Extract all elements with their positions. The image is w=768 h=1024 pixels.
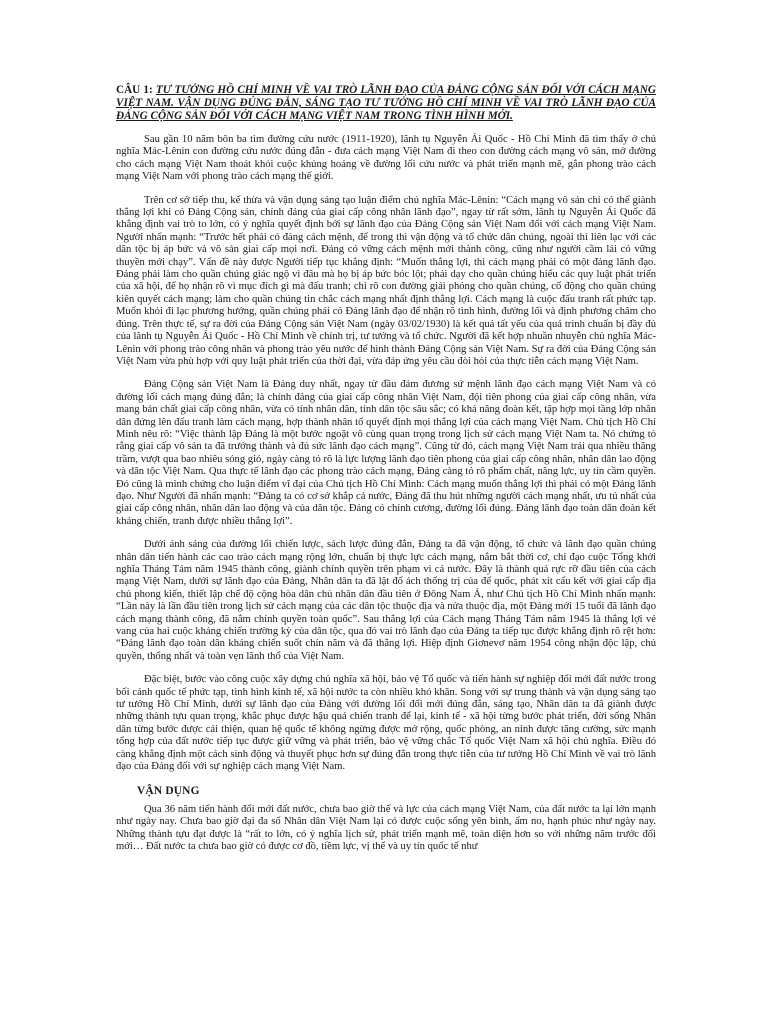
question-title-text: TƯ TƯỞNG HỒ CHÍ MINH VỀ VAI TRÒ LÃNH ĐẠO CỦA ĐẢNG CỘNG SẢN ĐỐI VỚI CÁCH MẠNG VIỆT NAM. VẬN DỤNG ĐÚNG ĐẮN, SÁNG TẠO TƯ TƯỞNG HỒ CHÍ MINH VỀ VAI TRÒ LÃNH ĐẠO CỦA ĐẢNG CỘNG SẢN ĐỐI VỚI CÁCH MẠNG VIỆT NAM TRONG TÌNH HÌNH MỚI. <box>116 84 656 122</box>
document-title <box>116 84 656 123</box>
paragraph-6: Qua 36 năm tiến hành đổi mới đất nước, chưa bao giờ thế và lực của cách mạng Việt Nam, của đất nước ta lại lớn mạnh như ngày nay. Chưa bao giờ đại đa số Nhân dân Việt Nam lại có được cuộc sống yên bình, ấm no, hạnh phúc như ngày nay. Những thành tựu đạt được là “rất to lớn, có ý nghĩa lịch sử, phát triển mạnh mẽ, toàn diện hơn so với những năm trước đổi mới… Đất nước ta chưa bao giờ có được cơ đồ, tiềm lực, vị thế và uy tín quốc tế như <box>116 803 656 853</box>
paragraph-3: Đảng Cộng sản Việt Nam là Đảng duy nhất, ngay từ đầu đảm đương sứ mệnh lãnh đạo cách mạng Việt Nam và có đường lối cách mạng đúng đắn; là chính đảng của giai cấp công nhân Việt Nam, đội tiên phong của giai cấp công nhân, vừa mang bản chất giai cấp công nhân, vừa có tính nhân dân, tính dân tộc sâu sắc; có khả năng đoàn kết, tập hợp mọi tầng lớp nhân dân đứng lên đấu tranh làm cách mạng, hợp thành nhân tố quyết định mọi thắng lợi của cách mạng Việt Nam. Chủ tịch Hồ Chí Minh nêu rõ: “Việc thành lập Đảng là một bước ngoặt vô cùng quan trọng trong lịch sử cách mạng Việt Nam ta. Nó chứng tỏ rằng giai cấp vô sản ta đã trưởng thành và đủ sức lãnh đạo cách mạng”. Cũng từ đó, cách mạng Việt Nam trải qua nhiều thăng trầm, vượt qua bao nhiêu sóng gió, ngày càng tỏ rõ là lực lượng lãnh đạo tiên phong của giai cấp công nhân, nhân dân lao động và dân tộc Việt Nam. Qua thực tế lãnh đạo các phong trào cách mạng, Đảng càng tỏ rõ phẩm chất, năng lực, uy tín cầm quyền. Đó cũng là minh chứng cho luận điểm vĩ đại của Chủ tịch Hồ Chí Minh: Cách mạng muốn thắng lợi thì phải có một Đảng lãnh đạo. Như Người đã nhấn mạnh: “Đảng ta có cơ sở khắp cả nước, Đảng đã thu hút những người cách mạng nhất, ưu tú nhất của giai cấp công nhân, nhân dân lao động và của dân tộc. Đảng có chính cương, đường lối đúng. Đảng lãnh đạo toàn dân đoàn kết kháng chiến, tranh được nhiều thắng lợi”. <box>116 379 656 527</box>
paragraph-1: Sau gần 10 năm bôn ba tìm đường cứu nước (1911-1920), lãnh tụ Nguyễn Ái Quốc - Hồ Chí Minh đã tìm thấy ở chủ nghĩa Mác-Lênin con đường cứu nước đúng đắn - đưa cách mạng Việt Nam đi theo con đường cách mạng vô sản, mở đường cho cách mạng Việt Nam thoát khỏi cuộc khủng hoảng về đường lối cứu nước và phát triển mạnh mẽ, gắn phong trào cách mạng Việt Nam với phong trào cách mạng thế giới. <box>116 134 656 183</box>
section-heading-van-dung: VẬN DỤNG <box>137 784 200 797</box>
paragraph-5: Đặc biệt, bước vào công cuộc xây dựng chủ nghĩa xã hội, bảo vệ Tổ quốc và tiến hành sự nghiệp đổi mới đất nước trong bối cảnh quốc tế phức tạp, tình hình kinh tế, xã hội nước ta còn nhiều khó khăn. Song với sự trung thành và vận dụng sáng tạo tư tưởng Hồ Chí Minh, dưới sự lãnh đạo của Đảng với đường lối đổi mới đúng đắn, sáng tạo, Nhân dân ta đã giành được những thành tựu quan trọng, khắc phục được hậu quả chiến tranh để lại, kinh tế - xã hội từng bước phát triển, đời sống Nhân dân từng bước được cải thiện, quan hệ quốc tế không ngừng được mở rộng, quốc phòng, an ninh được tăng cường, sức mạnh tổng hợp của đất nước tiếp tục được giữ vững và phát triển, bảo vệ vững chắc Tổ quốc Việt Nam xã hội chủ nghĩa. Điều đó càng khẳng định một cách sinh động và thuyết phục hơn sự đúng đắn trong thực tiễn của tư tưởng Hồ Chí Minh về vai trò lãnh đạo của Đảng đối với sự nghiệp cách mạng Việt Nam. <box>116 674 656 773</box>
paragraph-4: Dưới ánh sáng của đường lối chiến lược, sách lược đúng đắn, Đảng ta đã vận động, tổ chức và lãnh đạo quần chúng nhân dân tiến hành các cao trào cách mạng rộng lớn, chuẩn bị thực lực cách mạng, nắm bắt thời cơ, chỉ đạo cuộc Tổng khởi nghĩa Tháng Tám năm 1945 thành công, giành chính quyền trên phạm vi cả nước. Đây là thành quả rực rỡ đầu tiên của cách mạng Việt Nam, dưới sự lãnh đạo của Đảng, Nhân dân ta đã lật đổ ách thống trị của đế quốc, phát xít cấu kết với giai cấp địa chủ phong kiến, thiết lập chế độ cộng hòa dân chủ nhân dân đầu tiên ở Đông Nam Á, như Chủ tịch Hồ Chí Minh nhấn mạnh: “Lần này là lần đầu tiên trong lịch sử cách mạng của các dân tộc thuộc địa và nửa thuộc địa, một Đảng mới 15 tuổi đã lãnh đạo cách mạng thành công, đã nắm chính quyền toàn quốc”. Sau thắng lợi của Cách mạng Tháng Tám năm 1945 là thắng lợi vẻ vang của hai cuộc kháng chiến trường kỳ của dân tộc, qua đó vai trò lãnh đạo của Đảng ta tiếp tục được khẳng định rõ rệt hơn: “Đảng lãnh đạo toàn dân kháng chiến suốt chín năm và đã thắng lợi. Hiệp định Giơnevơ năm 1954 công nhận độc lập, chủ quyền, thống nhất và toàn vẹn lãnh thổ của Việt Nam. <box>116 539 656 662</box>
question-label: CÂU 1: <box>116 84 153 96</box>
paragraph-2: Trên cơ sở tiếp thu, kế thừa và vận dụng sáng tạo luận điểm chủ nghĩa Mác-Lênin: “Cách mạng vô sản chỉ có thể giành thắng lợi khi có Đảng Cộng sản, chính đảng của giai cấp công nhân lãnh đạo”, ngay từ rất sớm, lãnh tụ Nguyễn Ái Quốc đã khẳng định vai trò to lớn, có ý nghĩa quyết định bởi sự lãnh đạo của Đảng Cộng sản Việt Nam đối với cách mạng Việt Nam. Người nhấn mạnh: “Trước hết phải có đảng cách mệnh, để trong thì vận động và tổ chức dân chúng, ngoài thì liên lạc với các dân tộc bị áp bức và vô sản giai cấp mọi nơi. Đảng có vững cách mệnh mới thành công, cũng như người cầm lái có vững thuyền mới chạy”. Vấn đề này được Người tiếp tục khẳng định: “Muốn thắng lợi, thì cách mạng phải có một đảng lãnh đạo. Đảng phải làm cho quần chúng giác ngộ vì đâu mà họ bị áp bức bóc lột; phải dạy cho quần chúng hiểu các quy luật phát triển của xã hội, để họ nhận rõ vì mục đích gì mà đấu tranh; chỉ rõ con đường giải phóng cho quần chúng, cổ động cho quần chúng kiên quyết cách mạng; làm cho quần chúng tin chắc cách mạng nhất định thắng lợi. Cách mạng là cuộc đấu tranh rất phức tạp. Muốn khỏi đi lạc phương hướng, quần chúng phải có Đảng lãnh đạo để nhận rõ tình hình, đường lối và định phương châm cho đúng. Trên thực tế, sự ra đời của Đảng Cộng sản Việt Nam (ngày 03/02/1930) là kết quả tất yếu của quá trình chuẩn bị đầy đủ của lãnh tụ Nguyễn Ái Quốc - Hồ Chí Minh về chính trị, tư tưởng và tổ chức. Người đã kết hợp nhuần nhuyễn chủ nghĩa Mác-Lênin với phong trào công nhân và phong trào yêu nước để hình thành Đảng Cộng sản Việt Nam. Sự ra đời của Đảng Cộng sản Việt Nam vừa phù hợp với quy luật phát triển của thời đại, vừa đáp ứng yêu cầu đòi hỏi của thực tiễn cách mạng Việt Nam. <box>116 194 656 367</box>
